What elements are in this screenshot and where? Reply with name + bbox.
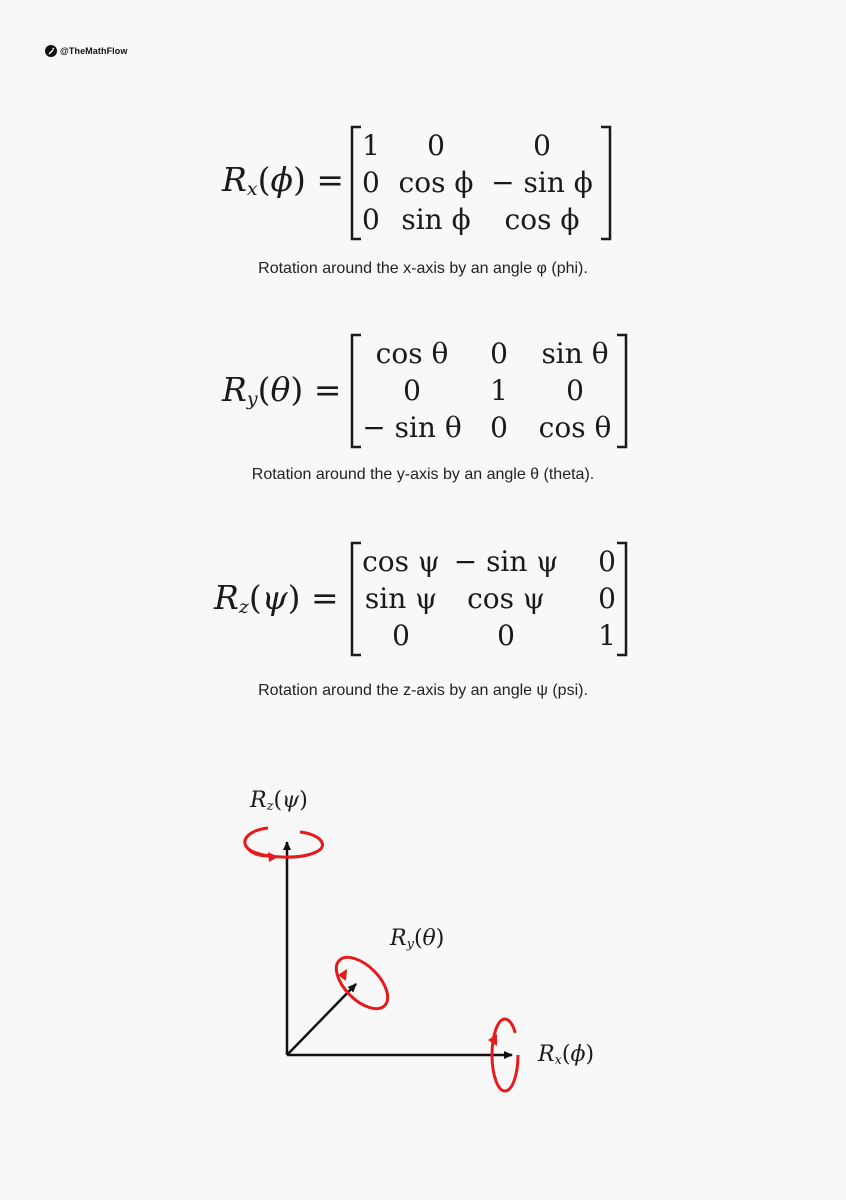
matrix-cell: 0 bbox=[362, 166, 380, 199]
matrix-cell: − sin ϕ bbox=[491, 166, 593, 199]
matrix-cell: 1 bbox=[362, 129, 380, 162]
matrix-cell: sin ψ bbox=[364, 582, 438, 615]
matrix-cell: cos θ bbox=[538, 411, 612, 444]
equation-lhs: $R_y(\theta)$ = bbox=[222, 370, 342, 410]
matrix-cell: sin ϕ bbox=[401, 203, 471, 236]
ry-rotation-arrow bbox=[327, 948, 396, 1017]
matrix-cell: cos ψ bbox=[362, 545, 440, 578]
matrix-cell: cos ψ bbox=[467, 582, 545, 615]
matrix-cell: 1 bbox=[598, 619, 616, 652]
matrix-cell: cos ϕ bbox=[504, 203, 580, 236]
equation-lhs: $R_x(\phi)$ = bbox=[222, 160, 344, 200]
caption-ry: Rotation around the y-axis by an angle θ (theta). bbox=[251, 466, 595, 483]
matrix-cell: 0 bbox=[497, 619, 515, 652]
matrix-cell: 0 bbox=[598, 545, 616, 578]
equation-lhs: $R_z(\psi)$ = bbox=[214, 578, 339, 618]
matrix-cell: 0 bbox=[392, 619, 410, 652]
matrix-cell: 0 bbox=[403, 374, 421, 407]
matrix-cell: 0 bbox=[598, 582, 616, 615]
caption-rz: Rotation around the z-axis by an angle ψ (psi). bbox=[258, 682, 588, 699]
matrix-cell: 0 bbox=[490, 411, 508, 444]
matrix-cell: 0 bbox=[533, 129, 551, 162]
matrix-cell: 0 bbox=[362, 203, 380, 236]
rz-label: $R_z(\psi)$ bbox=[250, 788, 308, 814]
matrix-cell: − sin θ bbox=[362, 411, 462, 444]
ry-label: $R_y(\theta)$ bbox=[390, 926, 445, 952]
matrix-cell: 1 bbox=[490, 374, 508, 407]
y-axis-arrow bbox=[287, 984, 356, 1055]
rz-arrowhead bbox=[268, 852, 278, 862]
matrix-cell: − sin ψ bbox=[453, 545, 559, 578]
matrix-cell: cos ϕ bbox=[398, 166, 474, 199]
rz-rotation-arrow bbox=[245, 828, 323, 857]
caption-rx: Rotation around the x-axis by an angle φ (phi). bbox=[258, 260, 588, 277]
matrix-cell: 0 bbox=[427, 129, 445, 162]
brand-text: @TheMathFlow bbox=[60, 46, 128, 56]
matrix-cell: cos θ bbox=[375, 337, 449, 370]
rx-label: $R_x(\phi)$ bbox=[538, 1042, 595, 1068]
matrix-cell: sin θ bbox=[541, 337, 609, 370]
matrix-cell: 0 bbox=[566, 374, 584, 407]
matrix-cell: 0 bbox=[490, 337, 508, 370]
